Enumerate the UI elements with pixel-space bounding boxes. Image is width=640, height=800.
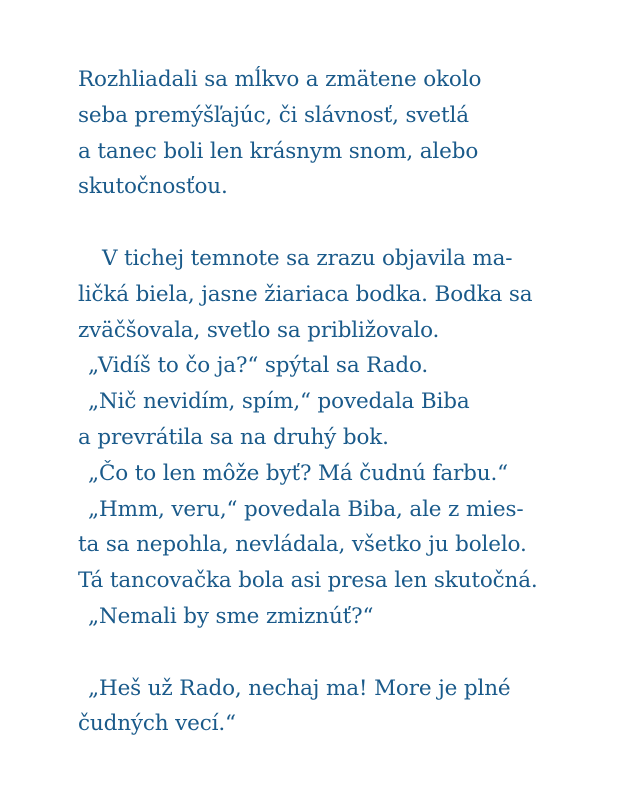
- text-line: „Nemali by sme zmiznúť?“: [88, 603, 374, 629]
- text-line: seba premýšľajúc, či slávnosť, svetlá: [78, 102, 469, 128]
- paragraph-gap: [78, 635, 598, 671]
- text-line: „Hmm, veru,“ povedala Biba, ale z mies-: [88, 496, 524, 522]
- text-line: čudných vecí.“: [78, 711, 236, 737]
- paragraph-2: [78, 241, 598, 635]
- paragraph-gap: [78, 205, 598, 241]
- paragraph-3: [78, 671, 598, 743]
- text-line: Rozhliadali sa mĺkvo a zmätene okolo: [78, 67, 482, 92]
- text-line: „Heš už Rado, nechaj ma! More je plné: [88, 675, 511, 701]
- text-line: „Vidíš to čo ja?“ spýtal sa Rado.: [88, 353, 429, 379]
- text-line: a tanec boli len krásnym snom, alebo: [78, 138, 479, 164]
- text-line: Tá tancovačka bola asi presa len skutočná.: [78, 568, 538, 594]
- text-line: V tichej temnote sa zrazu objavila ma-: [102, 245, 513, 271]
- text-line: zväčšovala, svetlo sa približovalo.: [78, 317, 440, 343]
- text-line: „Nič nevidím, spím,“ povedala Biba: [88, 389, 470, 415]
- text-line: ličká biela, jasne žiariaca bodka. Bodka sa: [78, 281, 533, 307]
- text-line: ta sa nepohla, nevládala, všetko ju bolelo.: [78, 532, 527, 558]
- text-line: skutočnosťou.: [78, 174, 228, 200]
- text-line: a prevrátila sa na druhý bok.: [78, 424, 389, 450]
- text-line: „Čo to len môže byť? Má čudnú farbu.“: [88, 460, 508, 486]
- paragraph-1: [78, 62, 598, 205]
- body-text: [78, 62, 598, 742]
